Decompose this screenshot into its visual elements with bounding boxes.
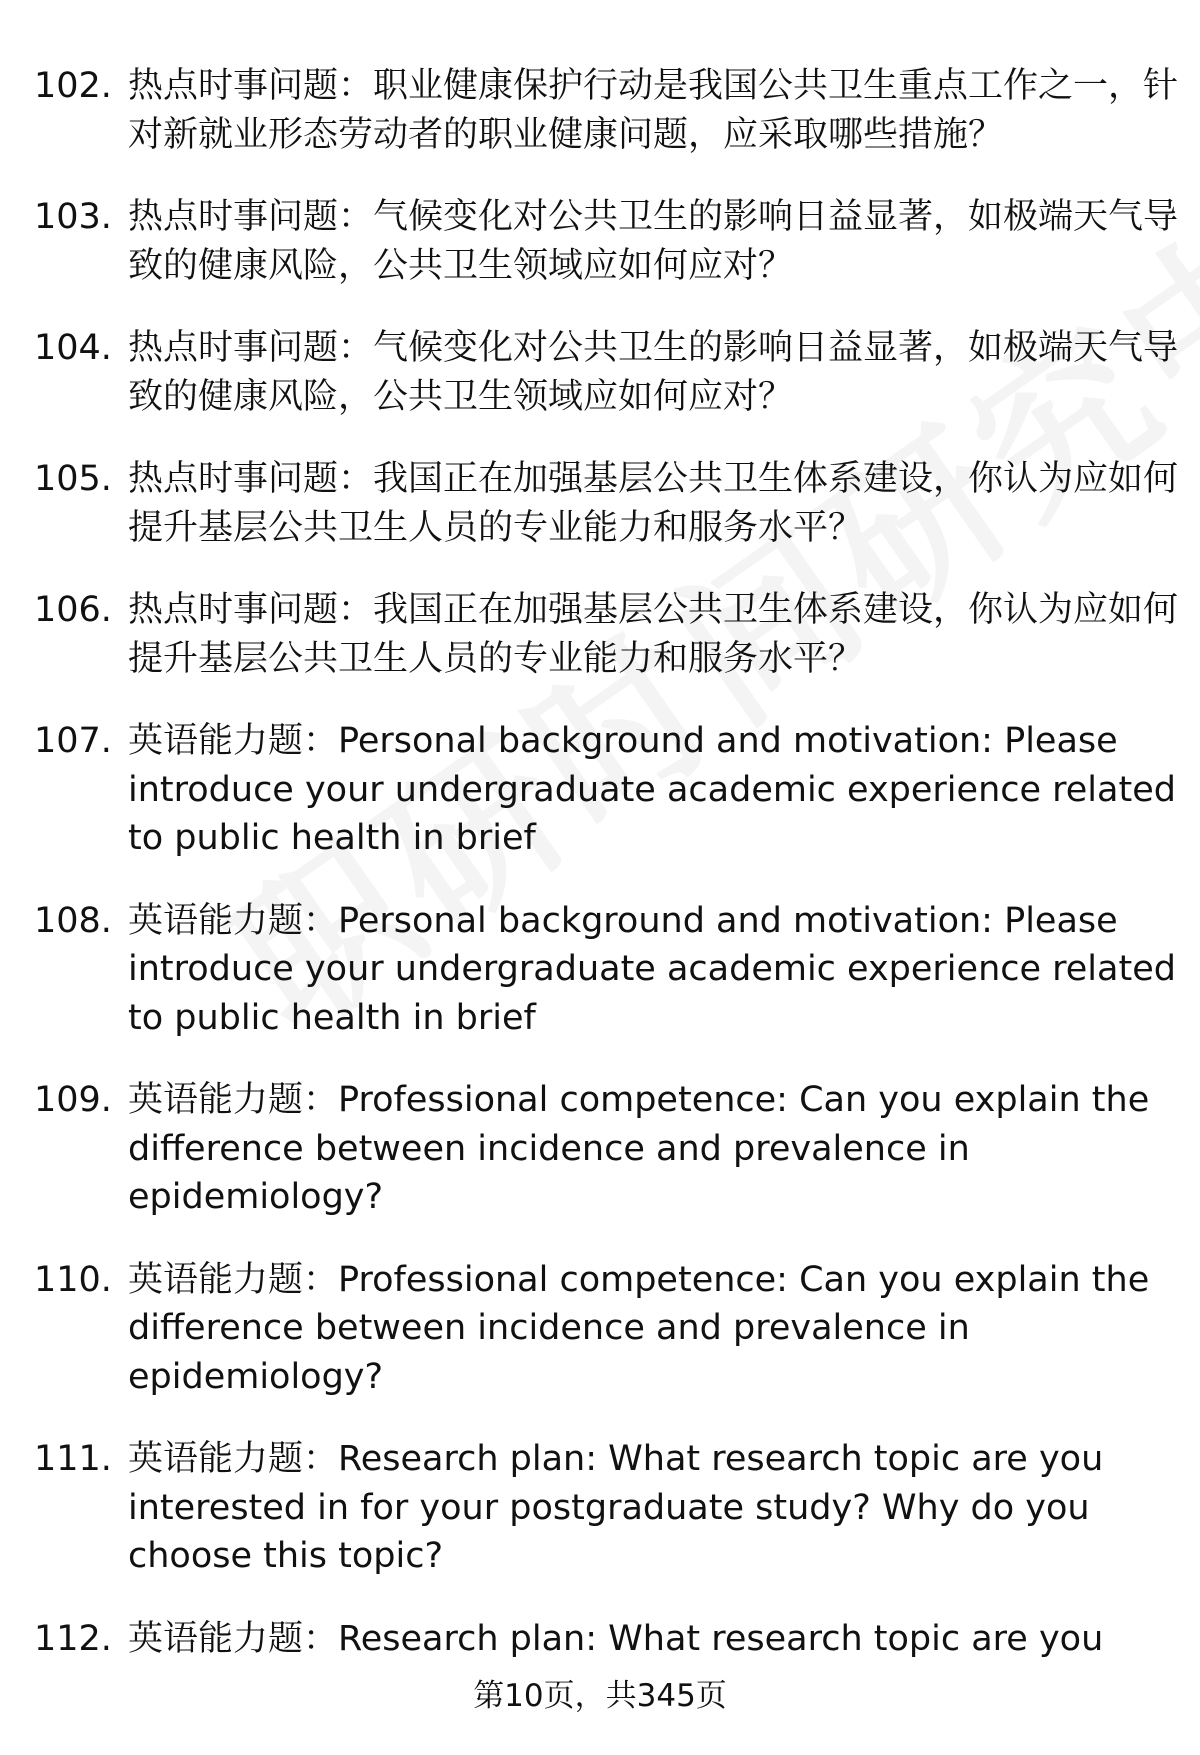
item-text: 英语能力题：Research plan: What research topic are you [128, 1618, 1104, 1659]
item-text: 英语能力题：Personal background and motivation: Please introduce your undergraduate academic experience related to public health in brief [128, 900, 1176, 1038]
item-number: 111. [34, 1439, 112, 1479]
list-item [0, 1615, 1200, 1664]
item-number: 110. [34, 1259, 112, 1300]
item-text: 英语能力题：Professional competence: Can you explain the difference between incidence and prevalence in epidemiology? [128, 1259, 1150, 1397]
item-text: 热点时事问题：气候变化对公共卫生的影响日益显著，如极端天气导致的健康风险，公共卫生领域应如何应对？ [128, 328, 1179, 417]
item-number: 106. [34, 590, 112, 630]
list-item [0, 717, 1200, 863]
list-item [0, 193, 1200, 290]
item-text: 英语能力题：Professional competence: Can you explain the difference between incidence and prevalence in epidemiology? [128, 1080, 1150, 1217]
item-number: 104. [34, 328, 112, 368]
item-number: 107. [34, 721, 112, 761]
item-text: 热点时事问题：职业健康保护行动是我国公共卫生重点工作之一，针对新就业形态劳动者的职业健康问题，应采取哪些措施？ [128, 66, 1179, 155]
list-item [0, 586, 1200, 683]
list-item [0, 1076, 1200, 1222]
item-text: 英语能力题：Personal background and motivation: Please introduce your undergraduate academic experience related to public health in brief [128, 721, 1176, 858]
item-number: 109. [34, 1080, 112, 1120]
item-number: 112. [34, 1618, 112, 1659]
item-number: 108. [34, 900, 112, 941]
item-text: 英语能力题：Research plan: What research topic are you interested in for your postgraduate study? Why do you choose this topic? [128, 1439, 1104, 1576]
item-number: 103. [34, 197, 112, 237]
item-text: 热点时事问题：我国正在加强基层公共卫生体系建设，你认为应如何提升基层公共卫生人员的专业能力和服务水平？ [128, 459, 1179, 548]
page-footer: 第10页，共345页 [473, 1678, 727, 1714]
list-item [0, 455, 1200, 552]
item-text: 热点时事问题：气候变化对公共卫生的影响日益显著，如极端天气导致的健康风险，公共卫生领域应如何应对？ [128, 197, 1179, 286]
item-number: 105. [34, 459, 112, 499]
list-item [0, 324, 1200, 421]
list-item [0, 1435, 1200, 1581]
list-item [0, 62, 1200, 159]
item-number: 102. [34, 66, 112, 106]
question-list [0, 62, 1200, 1697]
item-text: 热点时事问题：我国正在加强基层公共卫生体系建设，你认为应如何提升基层公共卫生人员的专业能力和服务水平？ [128, 590, 1179, 679]
list-item [0, 1256, 1200, 1402]
list-item [0, 897, 1200, 1043]
